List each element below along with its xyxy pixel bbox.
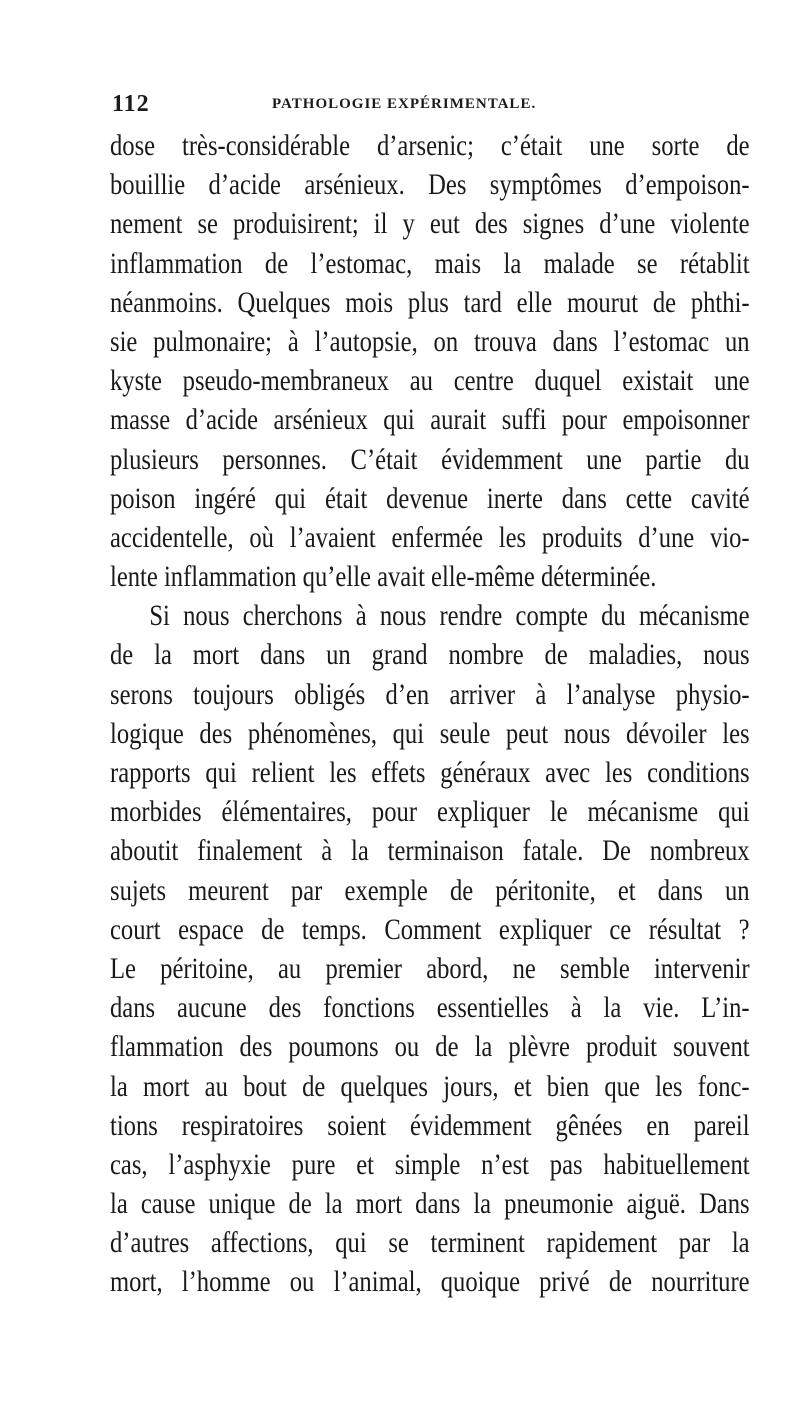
text-line: dans aucune des fonctions essentielles à la vie. L’in- <box>110 991 750 1025</box>
text-line: morbides élémentaires, pour expliquer le mécanisme qui <box>110 795 750 829</box>
text-line: sie pulmonaire; à l’autopsie, on trouva dans l’estomac un <box>110 324 750 358</box>
text-line: plusieurs personnes. C’était évidemment une partie du <box>110 442 750 476</box>
text-line: dose très-considérable d’arsenic; c’était une sorte de <box>110 129 750 162</box>
text-line: flammation des poumons ou de la plèvre produit souvent <box>110 1030 750 1064</box>
text-line: accidentelle, où l’avaient enfermée les produits d’une vio- <box>110 520 750 554</box>
text-line: tions respiratoires soient évidemment gênées en pareil <box>110 1108 750 1142</box>
text-line: la mort au bout de quelques jours, et bien que les fonc- <box>110 1069 750 1103</box>
running-title: PATHOLOGIE EXPÉRIMENTALE. <box>272 96 537 112</box>
body-text <box>110 126 750 1302</box>
text-line: logique des phénomènes, qui seule peut nous dévoiler les <box>110 716 750 750</box>
text-line: rapports qui relient les effets généraux avec les conditions <box>110 756 750 789</box>
text-line: Le péritoine, au premier abord, ne semble intervenir <box>110 951 750 985</box>
page-header <box>112 88 732 120</box>
text-line: mort, l’homme ou l’animal, quoique privé de nourriture <box>110 1265 750 1299</box>
text-line: d’autres affections, qui se terminent rapidement par la <box>110 1226 750 1260</box>
text-line: de la mort dans un grand nombre de maladies, nous <box>110 638 750 672</box>
text-line: lente inflammation qu’elle avait elle-même déterminée. <box>110 560 657 594</box>
text-line: néanmoins. Quelques mois plus tard elle mourut de phthi- <box>110 285 750 319</box>
text-line: inflammation de l’estomac, mais la malade se rétablit <box>110 246 750 280</box>
text-line: court espace de temps. Comment expliquer ce résultat ? <box>110 912 750 946</box>
text-line: masse d’acide arsénieux qui aurait suffi pour empoisonner <box>110 403 750 437</box>
text-line: serons toujours obligés d’en arriver à l’analyse physio- <box>110 677 750 711</box>
text-line: poison ingéré qui était devenue inerte dans cette cavité <box>110 481 750 515</box>
text-line: bouillie d’acide arsénieux. Des symptômes d’empoison- <box>110 168 750 202</box>
text-line: la cause unique de la mort dans la pneumonie aiguë. Dans <box>110 1187 750 1221</box>
text-line: aboutit finalement à la terminaison fatale. De nombreux <box>110 834 750 868</box>
text-line: nement se produisirent; il y eut des signes d’une violente <box>110 207 750 241</box>
text-line: sujets meurent par exemple de péritonite, et dans un <box>110 873 750 907</box>
text-line: cas, l’asphyxie pure et simple n’est pas habituellement <box>110 1147 750 1181</box>
text-line: kyste pseudo-membraneux au centre duquel existait une <box>110 364 750 398</box>
paragraph-start-line: Si nous cherchons à nous rendre compte du mécanisme <box>149 599 750 633</box>
page-number: 112 <box>112 91 150 117</box>
